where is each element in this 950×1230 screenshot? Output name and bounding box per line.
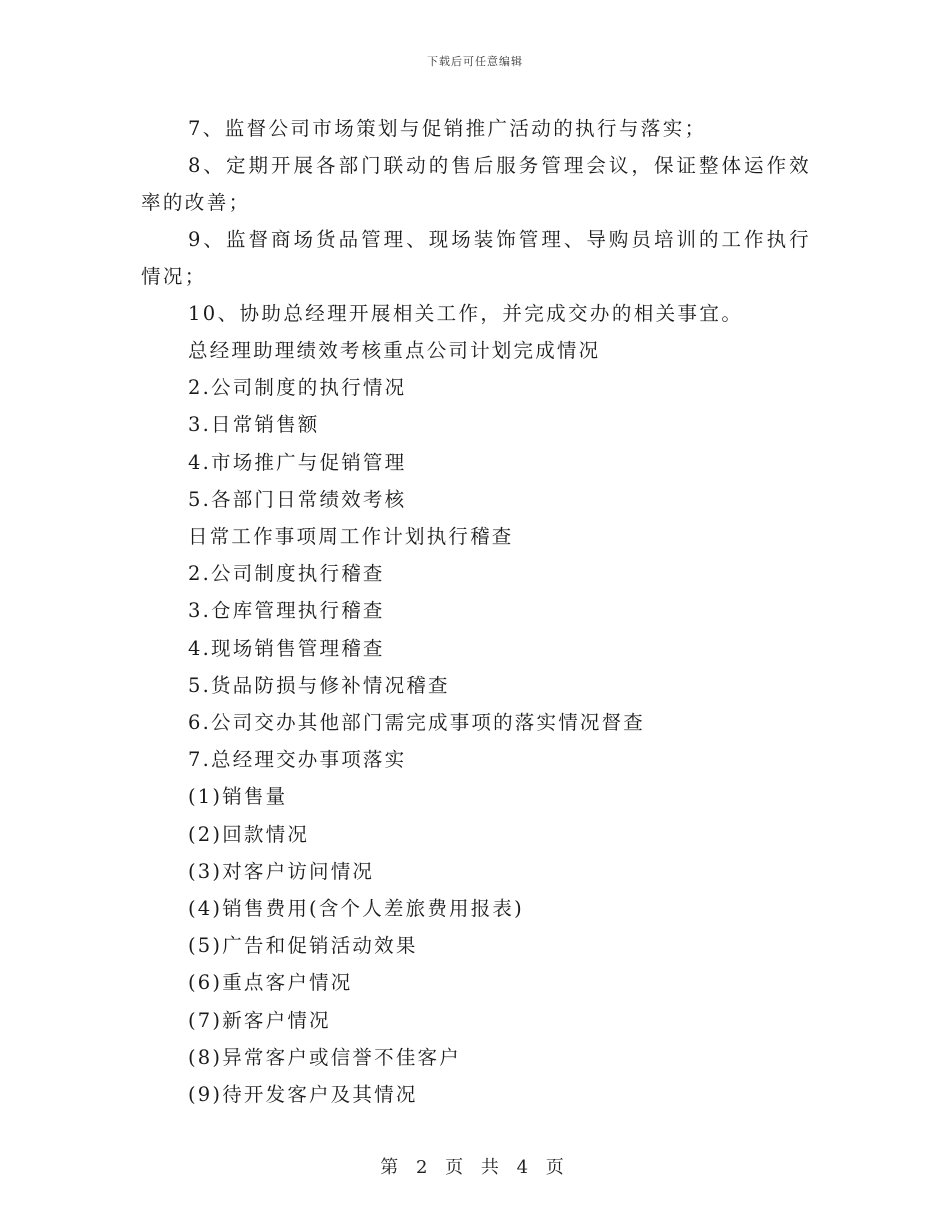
list-line: (1)销售量 bbox=[188, 785, 288, 809]
paragraph: 9、监督商场货品管理、现场装饰管理、导购员培训的工作执行情况； bbox=[141, 228, 811, 288]
list-line: 5.货品防损与修补情况稽查 bbox=[188, 673, 450, 697]
list-line: 7.总经理交办事项落实 bbox=[188, 748, 407, 772]
list-line: (3)对客户访问情况 bbox=[188, 859, 375, 883]
list-line: 3.仓库管理执行稽查 bbox=[188, 599, 385, 623]
list-line: 5.各部门日常绩效考核 bbox=[188, 487, 407, 511]
list-line: (8)异常客户或信誉不佳客户 bbox=[188, 1045, 461, 1069]
list-line: 2.公司制度的执行情况 bbox=[188, 376, 407, 400]
list-line: 总经理助理绩效考核重点公司计划完成情况 bbox=[188, 339, 601, 362]
list-line: (9)待开发客户及其情况 bbox=[188, 1083, 418, 1107]
list-line: 2.公司制度执行稽查 bbox=[188, 562, 385, 586]
list-line: (2)回款情况 bbox=[188, 822, 310, 846]
list-line: (4)销售费用(含个人差旅费用报表) bbox=[188, 897, 524, 921]
list-line: 4.现场销售管理稽查 bbox=[188, 636, 385, 660]
page-number-footer: 第 2 页 共 4 页 bbox=[380, 1157, 570, 1178]
list-line: (5)广告和促销活动效果 bbox=[188, 934, 418, 958]
header-note: 下载后可任意编辑 bbox=[427, 55, 523, 68]
list-line: 3.日常销售额 bbox=[188, 413, 320, 437]
paragraph: 7、监督公司市场策划与促销推广活动的执行与落实； bbox=[188, 117, 707, 140]
paragraph: 10、协助总经理开展相关工作，并完成交办的相关事宜。 bbox=[188, 302, 744, 325]
list-line: 6.公司交办其他部门需完成事项的落实情况督查 bbox=[188, 711, 646, 735]
list-line: 4.市场推广与促销管理 bbox=[188, 450, 407, 474]
list-line: (6)重点客户情况 bbox=[188, 971, 353, 995]
list-line: (7)新客户情况 bbox=[188, 1008, 331, 1032]
document-body bbox=[141, 110, 811, 1113]
paragraph: 8、定期开展各部门联动的售后服务管理会议，保证整体运作效率的改善； bbox=[141, 154, 811, 214]
list-line: 日常工作事项周工作计划执行稽查 bbox=[188, 525, 514, 549]
